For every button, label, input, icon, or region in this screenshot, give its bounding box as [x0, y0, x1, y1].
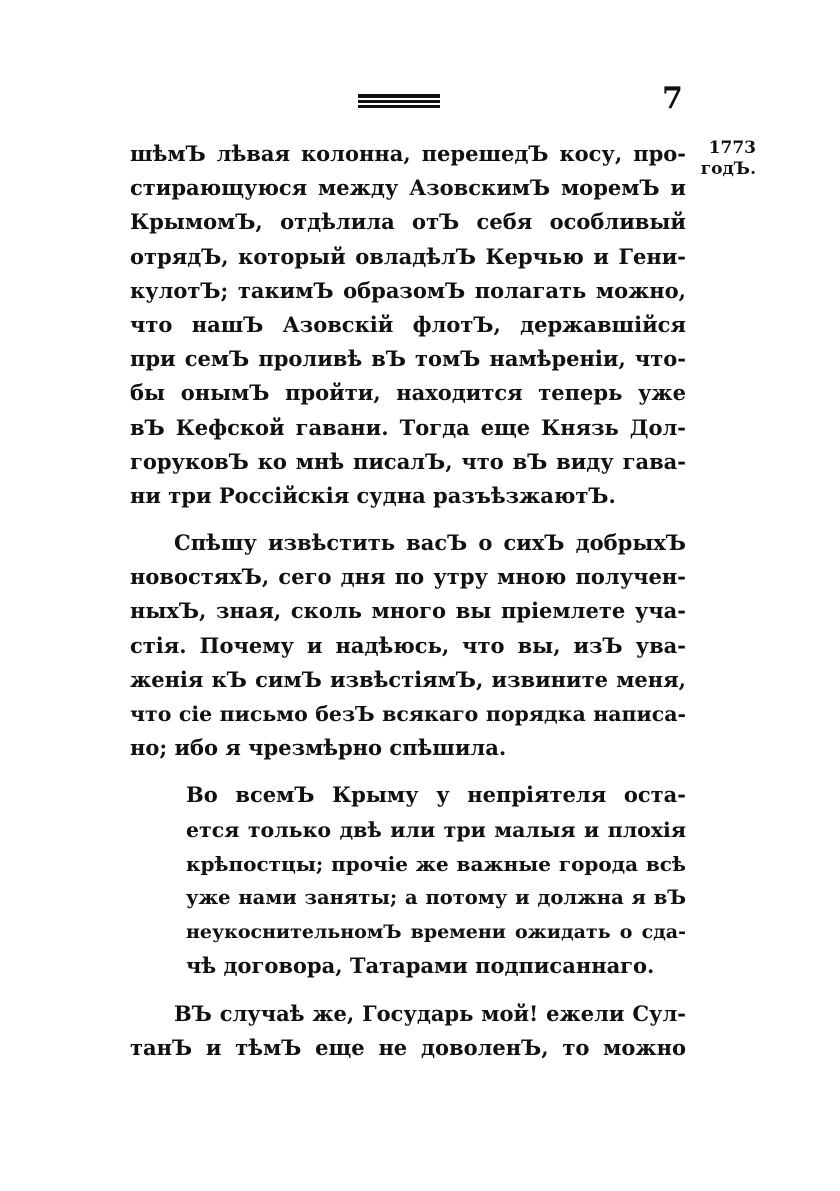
- text-line: ныхЪ, зная, сколь много вы пріемлете уча-: [130, 598, 686, 624]
- text-line: ни три Россійскія судна разъѣзжаютЪ.: [130, 482, 616, 508]
- text-line: что сіе письмо безЪ всякаго порядка написа-: [130, 702, 686, 726]
- paragraph-1: [130, 137, 686, 513]
- margin-note-word: годЪ.: [700, 159, 756, 179]
- ornament-rule: [358, 94, 440, 98]
- text-line: крѣпостцы; прочіе же важные города всѣ: [186, 851, 686, 876]
- header-ornament: [358, 94, 440, 108]
- text-line: вЪ Кефской гавани. Тогда еще Князь Дол-: [130, 414, 686, 440]
- margin-note: [686, 138, 756, 180]
- text-line: новостяхЪ, сего дня по утру мною получен-: [130, 564, 686, 590]
- text-line: что нашЪ Азовскій флотЪ, державшійся: [130, 311, 686, 337]
- margin-note-year: 1773: [708, 138, 756, 158]
- text-line: Спѣшу извѣстить васЪ о сихЪ добрыхЪ: [174, 530, 686, 556]
- text-line: стія. Почему и надѣюсь, что вы, изЪ ува-: [130, 632, 686, 658]
- text-line: Во всемЪ Крыму у непріятеля оста-: [186, 782, 686, 808]
- paragraph-2: [130, 526, 686, 765]
- text-line: отрядЪ, который овладѣлЪ Керчью и Гени-: [130, 243, 686, 269]
- paragraph-4: [130, 997, 686, 1065]
- text-line: но; ибо я чрезмѣрно спѣшила.: [130, 735, 507, 761]
- text-line: шѣмЪ лѣвая колонна, перешедЪ косу, про-: [130, 141, 686, 166]
- page-number: 7: [662, 81, 683, 116]
- text-line: танЪ и тѣмЪ еще не доволенЪ, то можно: [130, 1034, 686, 1060]
- ornament-rule: [358, 100, 440, 103]
- text-line: бы онымЪ пройти, находится теперь уже: [130, 380, 686, 406]
- text-line: ВЪ случаѣ же, Государь мой! ежели Сул-: [174, 1000, 686, 1026]
- text-line: чѣ договора, Татарами подписаннаго.: [186, 953, 655, 979]
- text-line: уже нами заняты; а потому и должна я вЪ: [186, 885, 686, 909]
- body-text: [130, 137, 686, 1065]
- text-line: стирающуюся между АзовскимЪ моремЪ и: [130, 175, 686, 201]
- text-line: неукоснительномЪ времени ожидать о сда-: [186, 921, 686, 944]
- text-line: ется только двѣ или три малыя и плохія: [186, 817, 686, 842]
- text-line: КрымомЪ, отдѣлила отЪ себя особливый: [130, 209, 686, 235]
- paragraph-3: [130, 778, 686, 983]
- ornament-rule: [358, 105, 440, 108]
- text-line: кулотЪ; такимЪ образомЪ полагать можно,: [130, 277, 686, 303]
- text-line: горуковЪ ко мнѣ писалЪ, что вЪ виду гава-: [130, 448, 686, 474]
- text-line: женія кЪ симЪ извѣстіямЪ, извините меня,: [130, 666, 686, 692]
- text-line: при семЪ проливѣ вЪ томЪ намѣреніи, чтo-: [130, 346, 686, 372]
